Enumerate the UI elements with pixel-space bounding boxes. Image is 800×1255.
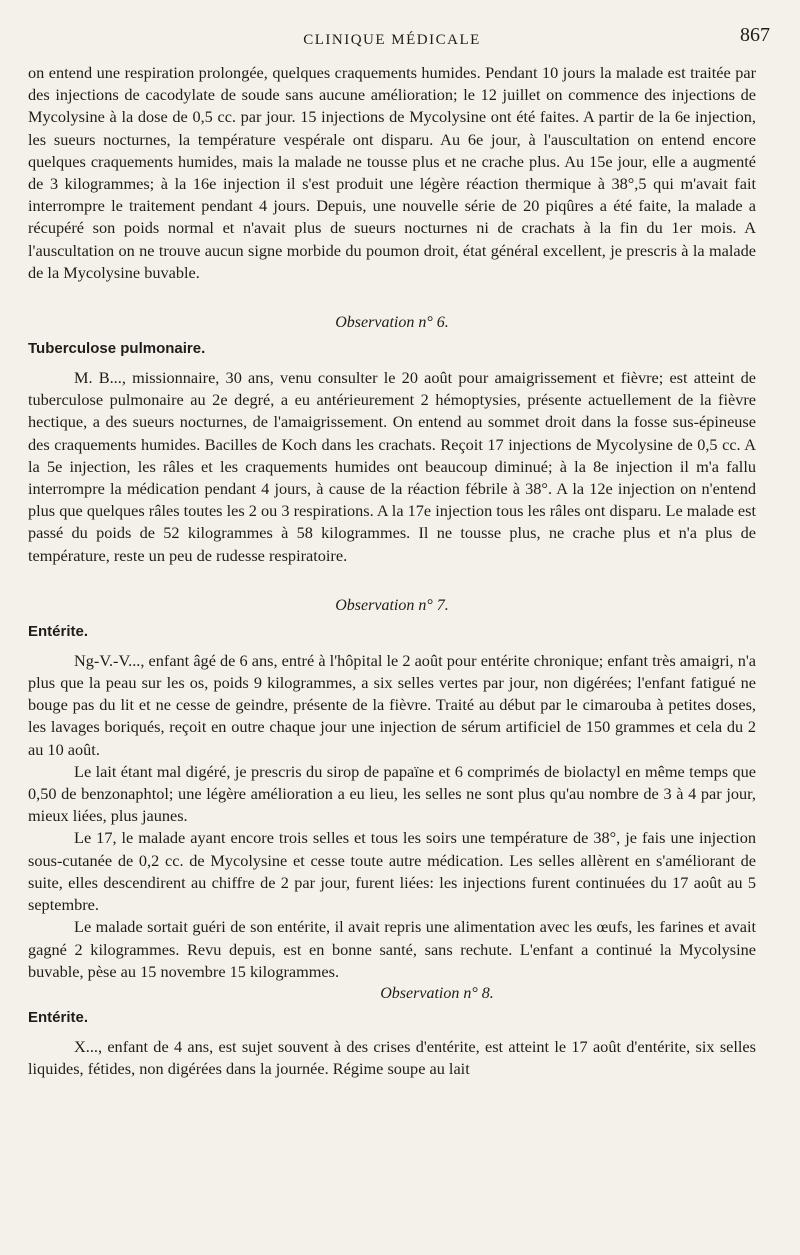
observation-6-paragraph: M. B..., missionnaire, 30 ans, venu consulter le 20 août pour amaigrissement et fièvre; est atteint de tuberculose pulmonaire au 2e degré, a eu antérieurement 2 hémoptysies, présente actuellement de la fièvre hectique, a des sueurs nocturnes, de l'amaigrissement. On entend au sommet droit dans la fosse sus-épineuse des craquements humides. Bacilles de Koch dans les crachats. Reçoit 17 injections de Mycolysine de 0,5 cc. A la 5e injection, les râles et les craquements humides ont beaucoup diminué; à la 8e injection il m'a fallu interrompre la médication pendant 4 jours, à cause de la réaction fébrile à 38°. A la 12e injection on n'entend plus que quelques râles toutes les 2 ou 3 respirations. A la 17e injection tous les râles ont disparu. Le malade est passé du poids de 52 kilogrammes à 58 kilogrammes. Il ne tousse plus, ne crache plus et n'a plus de température, reste un peu de rudesse respiratoire. bbox=[28, 368, 756, 565]
page-number: 867 bbox=[740, 24, 770, 46]
observation-7-heading: Entérite. bbox=[28, 622, 89, 640]
page-header bbox=[28, 22, 770, 62]
intro-paragraph: on entend une respiration prolongée, quelques craquements humides. Pendant 10 jours la malade est traitée par des injections de cacodylate de soude sans aucune amélioration; le 12 juillet on commence des injections de Mycolysine à la dose de 0,5 cc. par jour. 15 injections de Mycolysine ont été faites. A partir de la 6e injection, les sueurs nocturnes, la température vespérale ont disparu. Au 6e jour, à l'auscultation on entend encore quelques craquements humides, mais la malade ne tousse plus et ne crache plus. Au 15e jour, elle a augmenté de 3 kilogrammes; à la 16e injection il s'est produit une légère réaction thermique à 38°,5 qui m'avait fait interrompre le traitement pendant 4 jours. Depuis, une nouvelle série de 20 piqûres a été faite, la malade a récupéré son poids normal et n'avait plus de sueurs nocturnes ni de crachats à la fin du 1er mois. A l'auscultation on ne trouve aucun signe morbide du poumon droit, état général excellent, je prescris à la malade de la Mycolysine buvable. bbox=[28, 63, 756, 282]
observation-6-title: Observation n° 6. bbox=[335, 314, 449, 332]
observation-7-paragraph: Le lait étant mal digéré, je prescris du sirop de papaïne et 6 comprimés de biolactyl en même temps que 0,50 de benzonaphtol; une légère amélioration a eu lieu, les selles ne sont plus qu'au nombre de 3 à 4 par jour, mieux liées, plus jaunes. bbox=[28, 761, 756, 826]
observation-8-title: Observation n° 8. bbox=[380, 984, 494, 1002]
observation-7-paragraph: Ng-V.-V..., enfant âgé de 6 ans, entré à l'hôpital le 2 août pour entérite chronique; enfant très amaigri, n'a plus que la peau sur les os, poids 9 kilogrammes, a six selles vertes par jour, non digérées; l'enfant fatigué ne bouge pas du lit et ne cesse de geindre, présente de la fièvre. Traité au début par le cimarouba à petites doses, les lavages boriqués, reçoit en outre chaque jour une injection de sérum artificiel de 150 grammes et cela du 2 au 10 août. bbox=[28, 650, 756, 759]
observation-7-paragraph: Le malade sortait guéri de son entérite, il avait repris une alimentation avec les œufs, les farines et avait gagné 2 kilogrammes. Revu depuis, est en bonne santé, sans rechute. L'enfant a continué la Mycolysine buvable, pèse au 15 novembre 15 kilogrammes. bbox=[28, 917, 756, 981]
observation-6-heading: Tuberculose pulmonaire. bbox=[28, 340, 206, 358]
observation-8-paragraph: X..., enfant de 4 ans, est sujet souvent à des crises d'entérite, est atteint le 17 août d'entérite, six selles liquides, fétides, non digérées dans la journée. Régime soupe au lait bbox=[28, 1036, 756, 1079]
running-title: CLINIQUE MÉDICALE bbox=[303, 32, 481, 48]
observation-8-heading: Entérite. bbox=[28, 1008, 89, 1026]
observation-7-paragraph: Le 17, le malade ayant encore trois selles et tous les soirs une température de 38°, je fais une injection sous-cutanée de 0,2 cc. de Mycolysine et cesse toute autre médication. Les selles allèrent en s'améliorant de suite, elles descendirent au chiffre de 2 par jour, furent liées: les injections furent continuées du 17 août au 5 septembre. bbox=[28, 828, 756, 915]
observation-7-title: Observation n° 7. bbox=[335, 596, 449, 614]
